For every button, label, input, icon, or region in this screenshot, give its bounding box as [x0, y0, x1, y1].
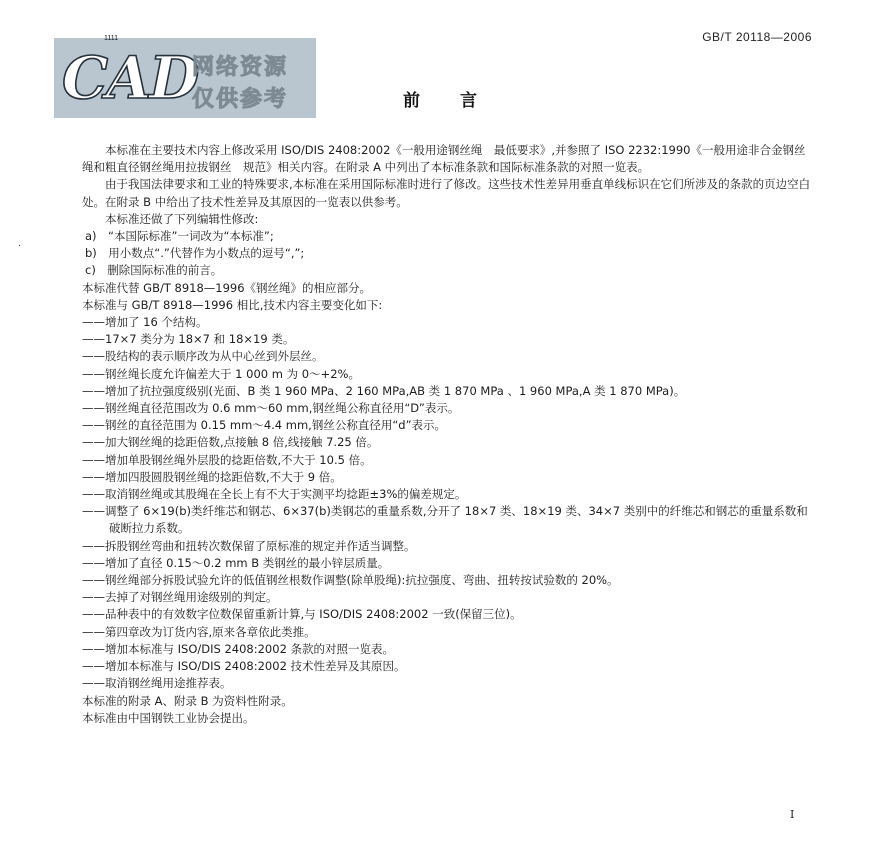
foreword-body — [82, 142, 812, 727]
change-item: ——钢丝绳部分拆股试验允许的低值钢丝根数作调整(除单股绳):抗拉强度、弯曲、扭转按试验数的 20%。 — [82, 573, 619, 588]
change-item: ——增加了 16 个结构。 — [82, 315, 208, 330]
changes-intro: 本标准与 GB/T 8918—1996 相比,技术内容主要变化如下: — [82, 297, 383, 312]
paragraph: 本标准在主要技术内容上修改采用 ISO/DIS 2408:2002《一般用途钢丝绳 最低要求》,并参照了 ISO 2232:1990《一般用途非合金钢丝绳和粗直径钢丝绳用拉拔钢丝 规范》相关内容。在附录 A 中列出了本标准条款和国际标准条款的对照一览表。 — [82, 143, 806, 175]
change-item: ——增加本标准与 ISO/DIS 2408:2002 条款的对照一览表。 — [82, 641, 395, 656]
change-item: ——增加了抗拉强度级别(光面、B 类 1 960 MPa、2 160 MPa,AB 类 1 870 MPa 、1 960 MPa,A 类 1 870 MPa)。 — [82, 383, 686, 398]
edit-item: a) “本国际标准”一词改为“本标准”; — [85, 229, 274, 244]
change-item: ——钢丝绳长度允许偏差大于 1 000 m 为 0～+2%。 — [82, 366, 360, 381]
change-item: ——拆股钢丝弯曲和扭转次数保留了原标准的规定并作适当调整。 — [82, 538, 416, 553]
standard-code: GB/T 20118—2006 — [702, 30, 812, 44]
paragraph: 由于我国法律要求和工业的特殊要求,本标准在采用国际标准时进行了修改。这些技术性差异用垂直单线标识在它们所涉及的条款的页边空白处。在附录 B 中给出了技术性差异及其原因的一览表以供参考。 — [82, 177, 811, 209]
change-item: ——去掉了对钢丝绳用途级别的判定。 — [82, 590, 278, 605]
change-item: ——股结构的表示顺序改为从中心丝到外层丝。 — [82, 349, 324, 364]
change-item: ——增加本标准与 ISO/DIS 2408:2002 技术性差异及其原因。 — [82, 659, 406, 674]
watermark-line-2: 仅供参考 — [192, 87, 289, 112]
page-number: I — [790, 808, 795, 821]
paragraph: 本标准还做了下列编辑性修改: — [105, 211, 259, 226]
change-item: ——取消钢丝绳用途推荐表。 — [82, 676, 232, 691]
change-item: ——调整了 6×19(b)类纤维芯和钢芯、6×37(b)类钢芯的重量系数,分开了 18×7 类、18×19 类、34×7 类别中的纤维芯和钢芯的重量系数和破断拉力系数。 — [82, 504, 808, 536]
watermark-line-1: 网络资源 — [192, 55, 289, 80]
edit-item: c) 删除国际标准的前言。 — [85, 263, 223, 278]
change-item: ——品种表中的有效数字位数保留重新计算,与 ISO/DIS 2408:2002 一致(保留三位)。 — [82, 607, 522, 622]
change-item: ——加大钢丝绳的捻距倍数,点接触 8 倍,线接触 7.25 倍。 — [82, 435, 379, 450]
change-item: ——取消钢丝绳或其股绳在全长上有不大于实测平均捻距±3%的偏差规定。 — [82, 487, 467, 502]
watermark-cad-text: CAD — [62, 44, 198, 112]
page-title: 前言 — [403, 91, 517, 111]
closing-line: 本标准的附录 A、附录 B 为资料性附录。 — [82, 693, 293, 708]
change-item: ——17×7 类分为 18×7 和 18×19 类。 — [82, 332, 295, 347]
change-item: ——钢丝的直径范围为 0.15 mm～4.4 mm,钢丝公称直径用“d”表示。 — [82, 418, 447, 433]
margin-speck: . — [18, 238, 22, 249]
change-item: ——钢丝绳直径范围改为 0.6 mm～60 mm,钢丝绳公称直径用“D”表示。 — [82, 401, 460, 416]
change-item: ——增加四股圆股钢丝绳的捻距倍数,不大于 9 倍。 — [82, 469, 342, 484]
closing-line: 本标准由中国钢铁工业协会提出。 — [82, 710, 255, 725]
edit-item: b) 用小数点“.”代替作为小数点的逗号“,”; — [85, 246, 305, 261]
watermark-logo — [54, 35, 316, 118]
change-item: ——第四章改为订货内容,原来各章依此类推。 — [82, 624, 316, 639]
change-item: ——增加单股钢丝绳外层股的捻距倍数,不大于 10.5 倍。 — [82, 452, 372, 467]
change-item: ——增加了直径 0.15～0.2 mm B 类钢丝的最小锌层质量。 — [82, 555, 390, 570]
watermark-tag: 1111 — [104, 35, 119, 42]
replace-statement: 本标准代替 GB/T 8918—1996《钢丝绳》的相应部分。 — [82, 280, 372, 295]
